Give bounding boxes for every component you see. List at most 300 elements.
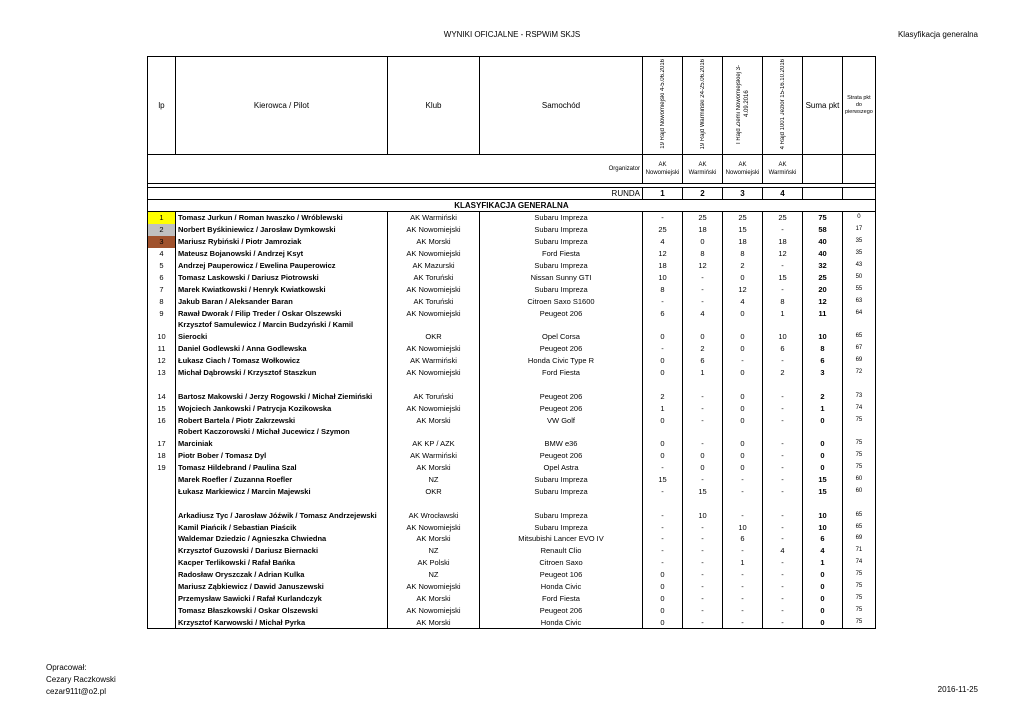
round-2-points: 18	[683, 224, 723, 236]
driver-names: Arkadiusz Tyc / Jarosław Jóźwik / Tomasz Andrzejewski	[176, 509, 388, 521]
round-4-points: -	[763, 283, 803, 295]
table-row	[148, 474, 876, 486]
sum-cell: 40	[803, 248, 843, 260]
sum-cell: 12	[803, 295, 843, 307]
empty-cell	[763, 319, 803, 331]
round-2-points: -	[683, 604, 723, 616]
round-2-points: 25	[683, 212, 723, 224]
lp-cell: 3	[148, 236, 176, 248]
runda-1: 1	[643, 188, 683, 200]
club-cell: AK Nowomiejski	[388, 581, 480, 593]
table-row	[148, 271, 876, 283]
table-row	[148, 521, 876, 533]
empty-cell	[803, 426, 843, 438]
car-cell: Peugeot 206	[480, 343, 643, 355]
club-cell: AK Wrocławski	[388, 509, 480, 521]
lp-cell: 13	[148, 367, 176, 379]
table-row	[148, 509, 876, 521]
round-4-points: -	[763, 462, 803, 474]
organizer-empty-strata	[843, 155, 876, 184]
round-4-points: 8	[763, 295, 803, 307]
driver-names: Marciniak	[176, 438, 388, 450]
round-1-points: -	[643, 545, 683, 557]
empty-cell	[723, 426, 763, 438]
round-1-points: -	[643, 212, 683, 224]
club-cell: AK Warmiński	[388, 212, 480, 224]
club-cell: AK Toruński	[388, 295, 480, 307]
round-1-points: 6	[643, 307, 683, 319]
round-1-points: -	[643, 343, 683, 355]
author-label: Opracował:	[46, 663, 87, 672]
author-name: Cezary Raczkowski	[46, 675, 116, 684]
round-3-points: 10	[723, 521, 763, 533]
section-title: KLASYFIKACJA GENERALNA	[148, 200, 876, 212]
table-row	[148, 604, 876, 616]
round-2-points: -	[683, 402, 723, 414]
lp-cell	[148, 545, 176, 557]
club-cell: AK Nowomiejski	[388, 604, 480, 616]
club-cell: AK Warmiński	[388, 355, 480, 367]
organizer-2: AK Warmiński	[683, 155, 723, 184]
round-2-points: -	[683, 414, 723, 426]
round-1-points: 10	[643, 271, 683, 283]
document-date: 2016-11-25	[937, 685, 978, 694]
empty-cell	[843, 319, 876, 331]
empty-cell	[683, 426, 723, 438]
lp-cell	[148, 521, 176, 533]
round-1-points: 0	[643, 438, 683, 450]
table-row	[148, 343, 876, 355]
driver-names: Jakub Baran / Aleksander Baran	[176, 295, 388, 307]
sum-cell: 20	[803, 283, 843, 295]
driver-names: Marek Roefler / Zuzanna Roefler	[176, 474, 388, 486]
empty-cell	[388, 426, 480, 438]
spacer-row	[148, 497, 876, 509]
lp-cell: 18	[148, 450, 176, 462]
club-cell: AK Toruński	[388, 390, 480, 402]
spacer-cell	[148, 378, 176, 390]
round-3-points: 4	[723, 295, 763, 307]
driver-names: Marek Kwiatkowski / Henryk Kwiatkowski	[176, 283, 388, 295]
empty-cell	[388, 319, 480, 331]
driver-names: Kacper Terlikowski / Rafał Bańka	[176, 557, 388, 569]
strata-cell: 65	[843, 331, 876, 343]
spacer-cell	[763, 378, 803, 390]
car-cell: Subaru Impreza	[480, 283, 643, 295]
car-cell: Opel Astra	[480, 462, 643, 474]
round-4-points: -	[763, 604, 803, 616]
car-cell: Subaru Impreza	[480, 509, 643, 521]
lp-cell	[148, 485, 176, 497]
table-row	[148, 485, 876, 497]
round-2-points: -	[683, 557, 723, 569]
driver-names: Przemysław Sawicki / Rafał Kurlandczyk	[176, 593, 388, 605]
empty-cell	[683, 319, 723, 331]
strata-cell: 75	[843, 593, 876, 605]
sum-cell: 58	[803, 224, 843, 236]
driver-names: Mariusz Rybiński / Piotr Jamroziak	[176, 236, 388, 248]
organizer-4: AK Warmiński	[763, 155, 803, 184]
round-1-points: 8	[643, 283, 683, 295]
car-cell: Peugeot 206	[480, 604, 643, 616]
car-cell: Peugeot 206	[480, 402, 643, 414]
car-cell: Honda Civic Type R	[480, 355, 643, 367]
round-1-points: 2	[643, 390, 683, 402]
driver-names: Piotr Bober / Tomasz Dyl	[176, 450, 388, 462]
round-1-points: 0	[643, 616, 683, 628]
col-name: Kierowca / Pilot	[176, 57, 388, 155]
runda-3: 3	[723, 188, 763, 200]
round-2-points: 0	[683, 462, 723, 474]
round-4-points: -	[763, 450, 803, 462]
sum-cell: 0	[803, 462, 843, 474]
runda-row	[148, 188, 876, 200]
lp-cell: 15	[148, 402, 176, 414]
spacer-cell	[643, 378, 683, 390]
strata-cell: 75	[843, 604, 876, 616]
sum-cell: 10	[803, 331, 843, 343]
club-cell: OKR	[388, 331, 480, 343]
spacer-cell	[723, 497, 763, 509]
lp-cell-empty	[148, 426, 176, 438]
lp-cell	[148, 569, 176, 581]
lp-cell: 5	[148, 260, 176, 272]
driver-names: Mateusz Bojanowski / Andrzej Ksyt	[176, 248, 388, 260]
col-lp: lp	[148, 57, 176, 155]
round-2-points: -	[683, 474, 723, 486]
spacer-cell	[480, 378, 643, 390]
lp-cell	[148, 581, 176, 593]
table-row	[148, 414, 876, 426]
spacer-cell	[843, 497, 876, 509]
spacer-cell	[388, 497, 480, 509]
round-2-points: 0	[683, 450, 723, 462]
round-2-points: 12	[683, 260, 723, 272]
table-row	[148, 319, 876, 331]
club-cell: AK Polski	[388, 557, 480, 569]
runda-label: RUNDA	[148, 188, 643, 200]
car-cell: Ford Fiesta	[480, 593, 643, 605]
strata-cell: 69	[843, 355, 876, 367]
round-4-points: 18	[763, 236, 803, 248]
sum-cell: 3	[803, 367, 843, 379]
sum-cell: 0	[803, 414, 843, 426]
table-row	[148, 260, 876, 272]
table-row	[148, 390, 876, 402]
spacer-cell	[803, 497, 843, 509]
strata-cell: 0	[843, 212, 876, 224]
club-cell: AK KP / AZK	[388, 438, 480, 450]
driver-names: Tomasz Błaszkowski / Oskar Olszewski	[176, 604, 388, 616]
round-2-points: -	[683, 533, 723, 545]
car-cell: Renault Clio	[480, 545, 643, 557]
round-1-label: 19 Rajd Nowomiejski 4-5.06.2016	[659, 59, 666, 149]
sum-cell: 2	[803, 390, 843, 402]
col-sum: Suma pkt	[803, 57, 843, 155]
table-row	[148, 355, 876, 367]
strata-cell: 75	[843, 616, 876, 628]
lp-cell	[148, 616, 176, 628]
car-cell: Subaru Impreza	[480, 224, 643, 236]
strata-cell: 73	[843, 390, 876, 402]
round-3-points: 0	[723, 331, 763, 343]
driver-names: Łukasz Ciach / Tomasz Wołkowicz	[176, 355, 388, 367]
lp-cell: 19	[148, 462, 176, 474]
round-2-points: -	[683, 545, 723, 557]
lp-cell: 6	[148, 271, 176, 283]
round-3-points: 18	[723, 236, 763, 248]
round-3-points: 0	[723, 367, 763, 379]
sum-cell: 0	[803, 438, 843, 450]
round-2-points: -	[683, 283, 723, 295]
car-cell: Nissan Sunny GTI	[480, 271, 643, 283]
col-round-2	[683, 57, 723, 155]
driver-names: Krzysztof Karwowski / Michał Pyrka	[176, 616, 388, 628]
driver-names: Waldemar Dziedzic / Agnieszka Chwiedna	[176, 533, 388, 545]
strata-cell: 43	[843, 260, 876, 272]
sum-cell: 15	[803, 474, 843, 486]
round-3-points: -	[723, 569, 763, 581]
driver-names: Kamil Piańcik / Sebastian Piaścik	[176, 521, 388, 533]
organizer-empty-sum	[803, 155, 843, 184]
round-1-points: -	[643, 521, 683, 533]
empty-cell	[643, 319, 683, 331]
round-3-points: 25	[723, 212, 763, 224]
club-cell: AK Morski	[388, 616, 480, 628]
results-table	[147, 56, 876, 629]
round-1-points: 0	[643, 569, 683, 581]
driver-names: Robert Kaczorowski / Michał Jucewicz / Szymon	[176, 426, 388, 438]
strata-cell: 75	[843, 438, 876, 450]
round-3-points: 0	[723, 402, 763, 414]
lp-cell	[148, 557, 176, 569]
round-1-points: 0	[643, 604, 683, 616]
driver-names: Michał Dąbrowski / Krzysztof Staszkun	[176, 367, 388, 379]
table-row	[148, 402, 876, 414]
round-2-points: 6	[683, 355, 723, 367]
table-row	[148, 236, 876, 248]
club-cell: AK Warmiński	[388, 450, 480, 462]
club-cell: NZ	[388, 569, 480, 581]
round-3-points: 0	[723, 271, 763, 283]
club-cell: AK Nowomiejski	[388, 224, 480, 236]
round-3-points: -	[723, 485, 763, 497]
round-2-points: -	[683, 581, 723, 593]
round-1-points: -	[643, 462, 683, 474]
lp-cell: 11	[148, 343, 176, 355]
round-3-points: 1	[723, 557, 763, 569]
empty-cell	[843, 426, 876, 438]
empty-cell	[723, 319, 763, 331]
document-subtitle: Klasyfikacja generalna	[897, 30, 978, 39]
empty-cell	[480, 319, 643, 331]
club-cell: AK Nowomiejski	[388, 521, 480, 533]
round-2-points: 2	[683, 343, 723, 355]
strata-cell: 63	[843, 295, 876, 307]
round-3-points: 0	[723, 414, 763, 426]
round-1-points: -	[643, 295, 683, 307]
round-2-points: 0	[683, 331, 723, 343]
lp-cell-empty	[148, 319, 176, 331]
sum-cell: 1	[803, 557, 843, 569]
round-1-points: 0	[643, 331, 683, 343]
round-3-points: 6	[723, 533, 763, 545]
round-4-label: 4 Rajd 1001 Jezior 15-16.10.2016	[779, 58, 786, 150]
lp-cell: 4	[148, 248, 176, 260]
round-4-points: -	[763, 593, 803, 605]
round-4-points: -	[763, 474, 803, 486]
driver-names: Sierocki	[176, 331, 388, 343]
club-cell: AK Morski	[388, 236, 480, 248]
driver-names: Norbert Byśkiniewicz / Jarosław Dymkowski	[176, 224, 388, 236]
strata-cell: 50	[843, 271, 876, 283]
spacer-cell	[176, 378, 388, 390]
table-row	[148, 367, 876, 379]
spacer-cell	[388, 378, 480, 390]
driver-names: Tomasz Hildebrand / Paulina Szal	[176, 462, 388, 474]
table-row	[148, 212, 876, 224]
round-4-points: -	[763, 224, 803, 236]
club-cell: NZ	[388, 545, 480, 557]
organizer-3: AK Nowomiejski	[723, 155, 763, 184]
lp-cell: 17	[148, 438, 176, 450]
club-cell: NZ	[388, 474, 480, 486]
driver-names: Krzysztof Samulewicz / Marcin Budzyński / Kamil	[176, 319, 388, 331]
empty-cell	[643, 426, 683, 438]
round-4-points: -	[763, 485, 803, 497]
col-round-4	[763, 57, 803, 155]
table-row	[148, 248, 876, 260]
sum-cell: 10	[803, 521, 843, 533]
round-4-points: 25	[763, 212, 803, 224]
lp-cell: 1	[148, 212, 176, 224]
strata-cell: 74	[843, 402, 876, 414]
round-4-points: -	[763, 616, 803, 628]
round-2-points: -	[683, 390, 723, 402]
club-cell: AK Nowomiejski	[388, 343, 480, 355]
spacer-cell	[643, 497, 683, 509]
car-cell: Subaru Impreza	[480, 485, 643, 497]
strata-cell: 65	[843, 521, 876, 533]
col-round-1	[643, 57, 683, 155]
round-1-points: 0	[643, 367, 683, 379]
driver-names: Tomasz Jurkun / Roman Iwaszko / Wróblewski	[176, 212, 388, 224]
organizer-row	[148, 155, 876, 184]
round-1-points: -	[643, 509, 683, 521]
sum-cell: 4	[803, 545, 843, 557]
table-row	[148, 438, 876, 450]
author-block	[46, 662, 116, 698]
spacer-cell	[723, 378, 763, 390]
round-1-points: 0	[643, 593, 683, 605]
sum-cell: 0	[803, 569, 843, 581]
table-row	[148, 581, 876, 593]
lp-cell	[148, 533, 176, 545]
spacer-cell	[803, 378, 843, 390]
sum-cell: 0	[803, 581, 843, 593]
car-cell: Subaru Impreza	[480, 521, 643, 533]
sum-cell: 1	[803, 402, 843, 414]
sum-cell: 0	[803, 616, 843, 628]
round-2-points: 4	[683, 307, 723, 319]
table-row	[148, 533, 876, 545]
lp-cell: 9	[148, 307, 176, 319]
author-email: cezar911t@o2.pl	[46, 687, 107, 696]
round-4-points: -	[763, 355, 803, 367]
round-2-points: -	[683, 295, 723, 307]
round-3-points: 2	[723, 260, 763, 272]
round-1-points: -	[643, 533, 683, 545]
round-2-points: 8	[683, 248, 723, 260]
round-4-points: 15	[763, 271, 803, 283]
organizer-1: AK Nowomiejski	[643, 155, 683, 184]
lp-cell	[148, 509, 176, 521]
car-cell: BMW e36	[480, 438, 643, 450]
car-cell: Subaru Impreza	[480, 236, 643, 248]
table-row	[148, 462, 876, 474]
round-2-points: -	[683, 521, 723, 533]
organizer-label: Organizator	[148, 155, 643, 184]
lp-cell: 7	[148, 283, 176, 295]
strata-cell: 75	[843, 414, 876, 426]
lp-cell: 2	[148, 224, 176, 236]
round-3-points: -	[723, 593, 763, 605]
round-1-points: 0	[643, 355, 683, 367]
round-3-points: 0	[723, 390, 763, 402]
car-cell: Citroen Saxo	[480, 557, 643, 569]
strata-cell: 60	[843, 474, 876, 486]
round-1-points: 0	[643, 450, 683, 462]
round-4-points: -	[763, 557, 803, 569]
strata-cell: 72	[843, 367, 876, 379]
empty-cell	[803, 319, 843, 331]
round-3-points: 0	[723, 343, 763, 355]
lp-cell: 8	[148, 295, 176, 307]
spacer-cell	[176, 497, 388, 509]
round-1-points: 4	[643, 236, 683, 248]
spacer-cell	[480, 497, 643, 509]
round-2-points: -	[683, 616, 723, 628]
car-cell: Citroen Saxo S1600	[480, 295, 643, 307]
round-3-points: -	[723, 604, 763, 616]
strata-cell: 71	[843, 545, 876, 557]
round-3-label: I Rajd Ziemi Nowomiejskiej 3-4.09.2016	[735, 64, 750, 144]
col-car: Samochód	[480, 57, 643, 155]
driver-names: Łukasz Markiewicz / Marcin Majewski	[176, 485, 388, 497]
car-cell: Subaru Impreza	[480, 474, 643, 486]
round-1-points: 0	[643, 581, 683, 593]
round-4-points: 1	[763, 307, 803, 319]
runda-2: 2	[683, 188, 723, 200]
table-row	[148, 557, 876, 569]
runda-4: 4	[763, 188, 803, 200]
lp-cell: 10	[148, 331, 176, 343]
sum-cell: 10	[803, 509, 843, 521]
club-cell: OKR	[388, 485, 480, 497]
round-3-points: 0	[723, 450, 763, 462]
car-cell: Ford Fiesta	[480, 367, 643, 379]
car-cell: Subaru Impreza	[480, 260, 643, 272]
table-row	[148, 569, 876, 581]
table-row	[148, 450, 876, 462]
table-row	[148, 426, 876, 438]
strata-cell: 75	[843, 450, 876, 462]
round-1-points: 15	[643, 474, 683, 486]
table-row	[148, 616, 876, 628]
col-club: Klub	[388, 57, 480, 155]
round-2-points: -	[683, 593, 723, 605]
car-cell: Opel Corsa	[480, 331, 643, 343]
